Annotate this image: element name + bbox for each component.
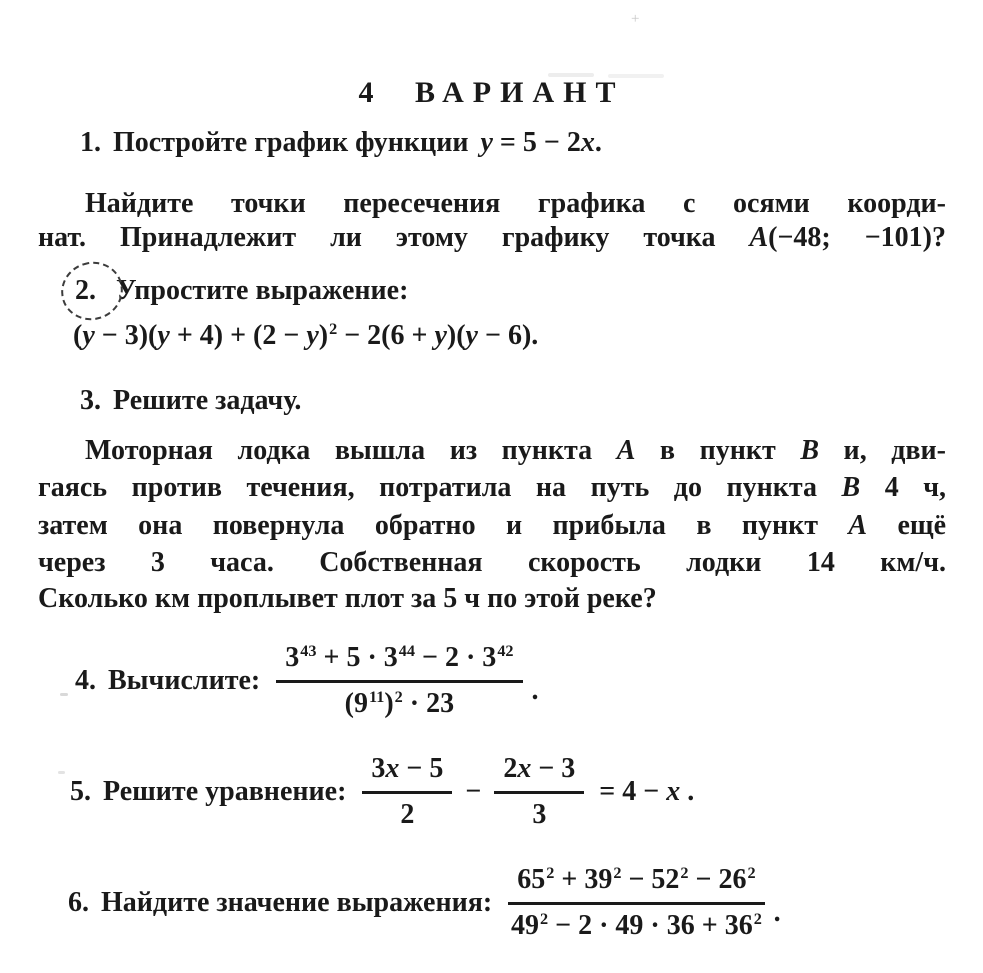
problem-1-text-line-1: Найдите точки пересечения графика с осями коорди- xyxy=(85,188,946,219)
fraction-denominator: $49^2 - 2 \cdot 49 \cdot 36 + 36^2$ xyxy=(511,909,762,941)
problem-5-number: 5. xyxy=(70,776,91,807)
fraction-denominator: 3 xyxy=(532,799,547,830)
problem-3-text-line-2: гаясь против течения, потратила на путь до пункта B 4 ч, xyxy=(38,472,946,503)
problem-4-fraction xyxy=(276,642,522,720)
problem-6-line xyxy=(68,860,781,946)
problem-3-text-line-1: Моторная лодка вышла из пункта A в пункт B и, дви- xyxy=(85,435,946,466)
problem-5-label: Решите уравнение: xyxy=(103,776,347,807)
problem-4-number: 4. xyxy=(75,665,96,696)
problem-2-number-circled: 2. xyxy=(75,275,96,306)
scan-artifact-cross: + xyxy=(631,11,640,27)
fraction-numerator: $65^2 + 39^2 - 52^2 - 26^2$ xyxy=(508,864,764,905)
problem-5-fraction-2 xyxy=(494,753,584,831)
problem-6-label: Найдите значение выражения: xyxy=(101,887,493,918)
problem-1-number: 1. xyxy=(80,127,101,158)
problem-3-number: 3. xyxy=(80,385,101,416)
end-period: . xyxy=(773,897,781,928)
fraction-numerator: 3x − 5 xyxy=(362,753,452,794)
fraction-denominator: 2 xyxy=(400,799,415,830)
page-title: 4 ВАРИАНТ xyxy=(358,76,625,109)
fraction-denominator: $(9^{11})^2 \cdot 23$ xyxy=(344,687,455,719)
problem-5-line xyxy=(70,750,694,834)
problem-1-text-line-2: нат. Принадлежит ли этому графику точка A(−48; −101)? xyxy=(38,222,946,253)
problem-3-line xyxy=(80,383,301,418)
problem-1-label: Постройте график функции xyxy=(113,127,469,158)
problem-3-text-line-4: через 3 часа. Собственная скорость лодки 14 км/ч. xyxy=(38,547,946,578)
problem-4-label: Вычислите: xyxy=(108,665,261,696)
problem-4-line xyxy=(75,638,539,724)
problem-3-text-line-5: Сколько км проплывет плот за 5 ч по этой реке? xyxy=(38,583,657,614)
problem-1-formula: y = 5 − 2x. xyxy=(480,127,602,158)
problem-1-line xyxy=(80,125,602,160)
problem-2-label: Упростите выражение: xyxy=(116,275,409,306)
end-period: . xyxy=(531,675,539,706)
problem-6-number: 6. xyxy=(68,887,89,918)
minus-operator: − xyxy=(465,776,482,807)
problem-3-text-line-3: затем она повернула обратно и прибыла в пункт A ещё xyxy=(38,510,946,541)
scan-speck xyxy=(60,693,68,696)
scan-speck xyxy=(58,771,65,774)
problem-2-line xyxy=(75,273,408,308)
problem-3-label: Решите задачу. xyxy=(113,385,302,416)
problem-2-expression: $(y - 3)(y + 4) + (2 - y)^2 - 2(6 + y)(y - 6)$. xyxy=(73,319,539,351)
problem-6-fraction xyxy=(508,864,764,942)
equation-right-side: = 4 − x . xyxy=(599,776,695,807)
problem-5-fraction-1 xyxy=(362,753,452,831)
fraction-numerator: 2x − 3 xyxy=(494,753,584,794)
fraction-numerator: $3^{43} + 5 \cdot 3^{44} - 2 \cdot 3^{42}$ xyxy=(276,642,522,683)
